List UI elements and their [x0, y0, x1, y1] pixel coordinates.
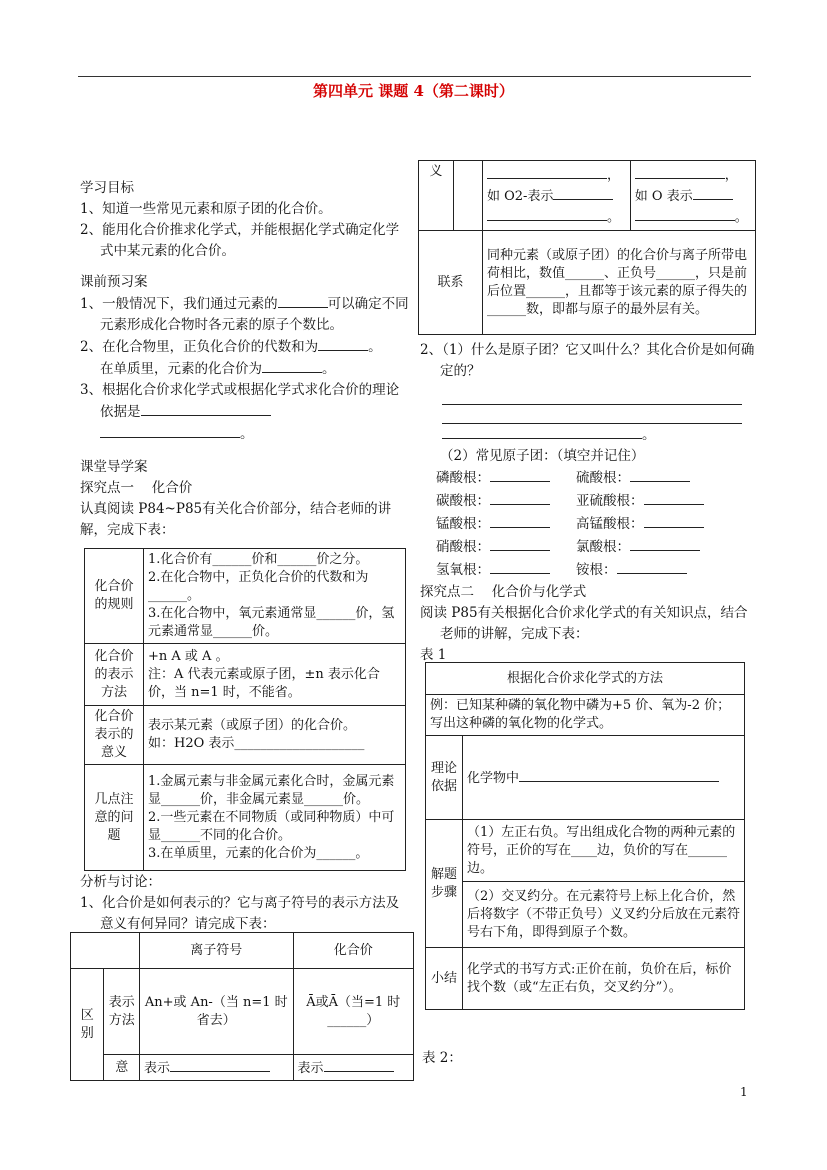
discuss-1: 1、化合价是如何表示的？它与离子符号的表示方法及意义有何异同？请完成下表： — [80, 895, 400, 932]
table-label-1: 表 1 — [420, 647, 447, 663]
explore-2: 探究点二 化合价与化学式 — [420, 584, 587, 600]
radical-row: 碳酸根： 亚硫酸根： — [436, 490, 756, 513]
summary-text: 化学式的书写方式:正价在前，负价在后，标价找个数（或“左正右负，交叉约分”）。 — [463, 948, 745, 1010]
preview-1: 1、一般情况下，我们通过元素的 可以确定不同元素形成化合物时各元素的原子个数比。 — [80, 293, 410, 336]
table1-head-0: 化合价的规则 — [85, 549, 144, 644]
col-valence: 化合价 — [293, 933, 413, 969]
valence-table — [84, 548, 406, 871]
radical-row: 磷酸根： 硫酸根： — [436, 467, 756, 490]
row-group: 区别 — [71, 969, 104, 1081]
ion-vs-valence-table-cont — [418, 160, 756, 335]
row-method: 表示方法 — [104, 969, 140, 1055]
read-2: 阅读 P85有关根据化合价求化学式的有关知识点，结合老师的讲解，完成下表： — [420, 605, 748, 642]
radical-list — [436, 467, 756, 582]
goal-2: 2、能用化合价推求化学式，并能根据化学式确定化学式中某元素的化合价。 — [80, 222, 400, 259]
q2a: 2、（1）什么是原子团？它又叫什么？其化合价是如何确定的？ — [420, 342, 755, 379]
method-example: 例：已知某种磷的氧化物中磷为+5 价、氧为-2 价；写出这种磷的氧化物的化学式。 — [426, 695, 745, 736]
table-label-2: 表 2： — [422, 1050, 462, 1066]
q2b: （2）常见原子团：（填空并记住） — [440, 448, 645, 464]
top-rule — [78, 76, 751, 77]
basis-text: 化学物中 — [463, 736, 745, 820]
table1-head-1: 化合价的表示方法 — [85, 644, 144, 706]
table1-body-3: 1.金属元素与非金属元素化合时，金属元素显______价，非金属元素显______价。 2.一些元素在不同物质（或同种物质）中可显______不同的化合价。 3.在单质里，元素的化合价为______。 — [144, 765, 406, 871]
row-meaning: 意 — [104, 1055, 140, 1081]
left-column — [80, 178, 410, 541]
goals-heading: 学习目标 — [80, 180, 134, 196]
page-number: 1 — [740, 1085, 748, 1099]
table1-head-2: 化合价表示的意义 — [85, 706, 144, 765]
step-2: （2）交叉约分。在元素符号上标上化合价，然后将数字（不带正负号）义叉约分后放在元素符号右下角，即得到原子个数。 — [463, 882, 745, 948]
summary-label: 小结 — [426, 948, 463, 1010]
ion-method: An+或 An-（当 n=1 时省去） — [140, 969, 294, 1055]
table1-body-2: 表示某元素（或原子团）的化合价。 如：H2O 表示____________________ — [144, 706, 406, 765]
read-1: 认真阅读 P84~P85有关化合价部分，结合老师的讲解，完成下表： — [80, 501, 392, 538]
row1-left: ， 如 O2-表示 。 — [483, 161, 631, 231]
discuss-heading: 分析与讨论： — [80, 874, 161, 890]
radical-row: 锰酸根： 高锰酸根： — [436, 513, 756, 536]
row1-right: ， 如 O 表示 。 — [630, 161, 755, 231]
steps-label: 解题步骤 — [426, 820, 463, 948]
preview-heading: 课前预习案 — [80, 274, 148, 290]
discussion — [80, 872, 410, 935]
row2-text: 同种元素（或原子团）的化合价与离子所带电荷相比，数值______、正负号______，只是前后位置______，且都等于该元素的原子得失的______数，即都与原子的最外层有关。 — [483, 231, 756, 335]
preview-2b: 在单质里，元素的化合价为 。 — [80, 358, 410, 380]
valence-method: Ā或Ā（当=1 时______） — [293, 969, 413, 1055]
formula-method-table — [425, 662, 745, 1010]
page-title: 第四单元 课题 4（第二课时） — [313, 82, 514, 100]
table1-body-0: 1.化合价有______价和______价之分。 2.在化合物中，正负化合价的代数和为______。 3.在化合物中，氧元素通常显______价，氢元素通常显______价。 — [144, 549, 406, 644]
right-column: 2、（1）什么是原子团？它又叫什么？其化合价是如何确定的？ 。 （2）常见原子团：（填空并记住） 磷酸根： 硫酸根： 碳酸根： 亚硫酸根： 锰酸根： 高锰酸根： 硝酸根： 氯酸根： 氢氧根： 铵根： 探究点二 化合价与化学式 阅读 P85有关根据化合价求化学式的有关知识点，结合老师的讲解，完成下表： 表 1 — [420, 340, 756, 666]
step-1: （1）左正右负。写出组成化合物的两种元素的符号，正价的写在____边，负价的写在______边。 — [463, 820, 745, 882]
preview-2: 2、在化合物里，正负化合价的代数和为 。 — [80, 336, 410, 358]
preview-3: 3、根据化合价求化学式或根据化学式求化合价的理论依据是 。 — [80, 382, 400, 442]
row1-label: 义 — [419, 161, 454, 231]
table1-head-3: 几点注意的问题 — [85, 765, 144, 871]
ion-vs-valence-table — [70, 932, 414, 1081]
method-header: 根据化合价求化学式的方法 — [426, 663, 745, 695]
radical-row: 硝酸根： 氯酸根： — [436, 536, 756, 559]
row2-label: 联系 — [419, 231, 483, 335]
explore-1: 探究点一 化合价 — [80, 480, 193, 496]
goal-1: 1、知道一些常见元素和原子团的化合价。 — [80, 201, 332, 217]
valence-meaning: 表示 — [293, 1055, 413, 1081]
radical-row: 氢氧根： 铵根： — [436, 559, 756, 582]
basis-label: 理论依据 — [426, 736, 463, 820]
col-ion: 离子符号 — [140, 933, 294, 969]
ion-meaning: 表示 — [140, 1055, 294, 1081]
table1-body-1: +n A 或 A 。 注：A 代表元素或原子团，±n 表示化合价，当 n=1 时，不能省。 — [144, 644, 406, 706]
class-heading: 课堂导学案 — [80, 459, 148, 475]
